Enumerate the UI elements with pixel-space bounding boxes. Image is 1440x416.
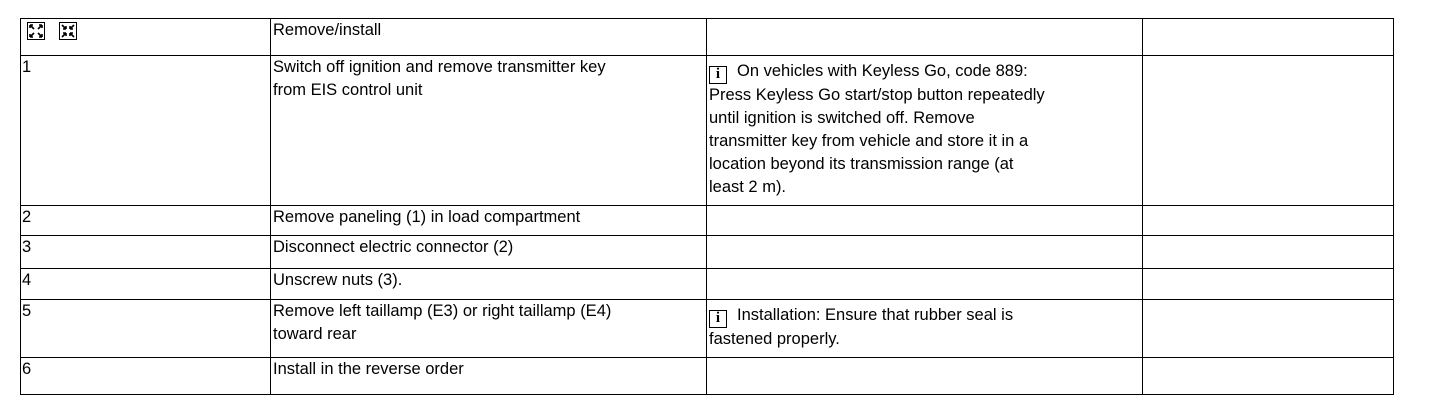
action-line: Disconnect electric connector (2) (273, 238, 514, 256)
step-note (707, 206, 1143, 236)
step-note (707, 236, 1143, 269)
action-line: Unscrew nuts (3). (273, 271, 403, 289)
note-line: fastened properly. (709, 330, 840, 348)
note-line: i On vehicles with Keyless Go, code 889: (709, 60, 1130, 84)
action-line: Remove paneling (1) in load compartment (273, 208, 581, 226)
info-icon: i (709, 310, 727, 328)
step-extra-cell (1143, 300, 1394, 358)
step-note (707, 269, 1143, 300)
header-row (21, 19, 1394, 56)
header-extra-cell (1143, 19, 1394, 56)
step-number: 3 (21, 236, 271, 269)
step-extra-cell (1143, 269, 1394, 300)
step-extra-cell (1143, 236, 1394, 269)
step-number: 1 (21, 56, 271, 206)
action-line: toward rear (273, 325, 357, 343)
procedure-table (20, 18, 1394, 395)
step-action (271, 236, 707, 269)
table-row (21, 236, 1394, 269)
note-line: until ignition is switched off. Remove (709, 109, 975, 127)
header-title: Remove/install (271, 19, 707, 56)
step-action (271, 269, 707, 300)
note-line: transmitter key from vehicle and store it in a (709, 132, 1029, 150)
action-line: Remove left taillamp (E3) or right taillamp (E4) (273, 302, 612, 320)
table-row (21, 358, 1394, 395)
note-line: Press Keyless Go start/stop button repeatedly (709, 86, 1045, 104)
step-action (271, 358, 707, 395)
action-line: Switch off ignition and remove transmitter key (273, 58, 606, 76)
step-extra-cell (1143, 56, 1394, 206)
step-note (707, 358, 1143, 395)
table-row (21, 206, 1394, 236)
step-number: 2 (21, 206, 271, 236)
note-line: location beyond its transmission range (at (709, 155, 1014, 173)
header-icons-cell (21, 19, 271, 56)
step-action (271, 206, 707, 236)
step-number: 5 (21, 300, 271, 358)
info-icon: i (709, 66, 727, 84)
step-note (707, 300, 1143, 358)
step-number: 4 (21, 269, 271, 300)
step-extra-cell (1143, 206, 1394, 236)
action-line: Install in the reverse order (273, 360, 464, 378)
step-extra-cell (1143, 358, 1394, 395)
note-line: least 2 m). (709, 178, 787, 196)
expand-arrows-icon[interactable] (27, 22, 45, 40)
table-row (21, 56, 1394, 206)
step-action (271, 300, 707, 358)
step-number: 6 (21, 358, 271, 395)
table-row (21, 300, 1394, 358)
collapse-arrows-icon[interactable] (59, 22, 77, 40)
step-action (271, 56, 707, 206)
note-line: i Installation: Ensure that rubber seal is (709, 304, 1130, 328)
step-note (707, 56, 1143, 206)
action-line: from EIS control unit (273, 81, 423, 99)
header-note-cell (707, 19, 1143, 56)
table-row (21, 269, 1394, 300)
